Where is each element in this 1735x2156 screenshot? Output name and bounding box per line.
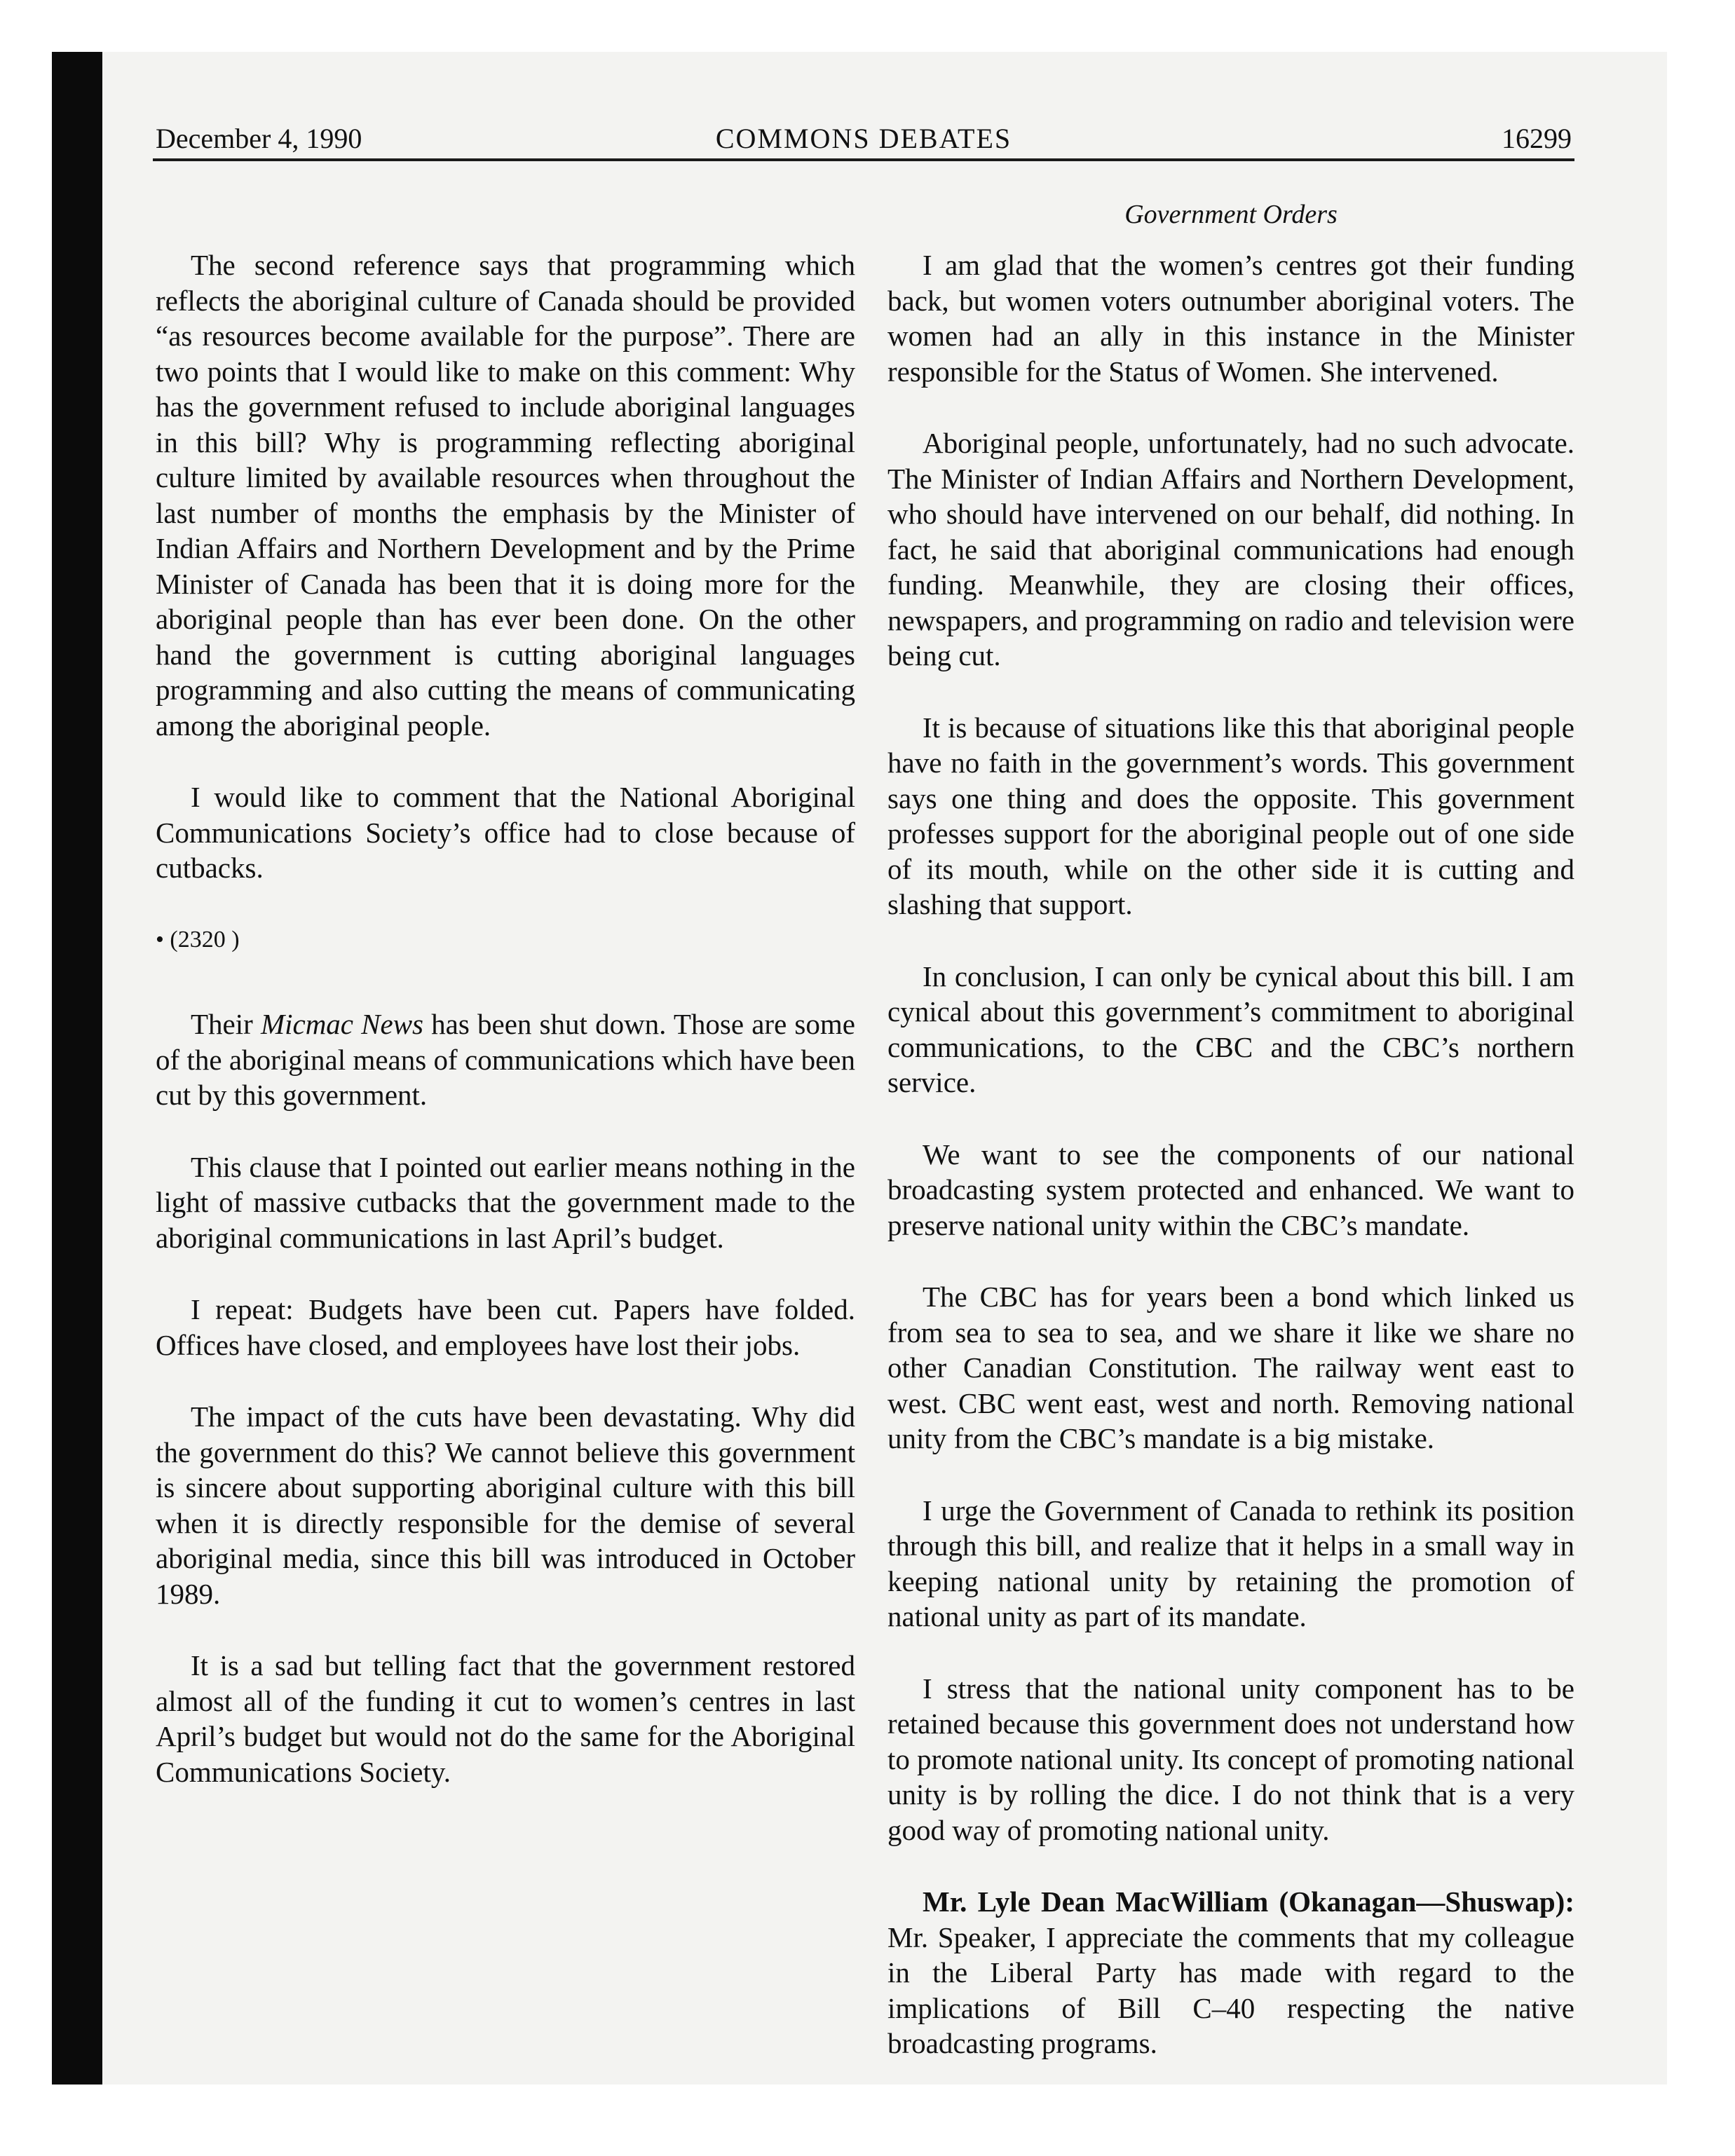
binding-edge: [52, 52, 102, 2085]
paragraph: [156, 1007, 855, 1113]
time-marker: • (2320 ): [156, 926, 240, 953]
speaker-name: Mr. Lyle Dean MacWilliam (Okanagan—Shuswap):: [923, 1885, 1574, 1918]
header-date: December 4, 1990: [156, 123, 362, 154]
paragraph: Aboriginal people, unfortunately, had no such advocate. The Minister of Indian Affairs and Northern Development, who should have intervened on our behalf, did nothing. In fact, he said that aboriginal communications had enough funding. Meanwhile, they are closing their offices, newspapers, and programming on radio and television were being cut.: [887, 427, 1574, 671]
header-title: COMMONS DEBATES: [715, 123, 1012, 154]
running-header: [153, 118, 1574, 160]
paragraph: It is because of situations like this that aboriginal people have no faith in the government’s words. This government says one thing and does the opposite. This government professes support for the aboriginal people out of one side of its mouth, while on the other side it is cutting and slashing that support.: [887, 711, 1574, 920]
paragraph: We want to see the components of our national broadcasting system protected and enhanced. We want to preserve national unity within the CBC’s mandate.: [887, 1138, 1574, 1241]
right-column: [887, 247, 1574, 2098]
paragraph-text: Their: [191, 1008, 261, 1040]
speaker-paragraph: [887, 1884, 1574, 2061]
speaker-text: Mr. Speaker, I appreciate the comments that my colleague in the Liberal Party has made with regard to the implications of Bill C–40 respecting the native broadcasting programs.: [887, 1920, 1574, 2059]
paragraph: It is a sad but telling fact that the government restored almost all of the funding it cut to women’s centres in last April’s budget but would not do the same for the Aboriginal Communications Society.: [156, 1649, 855, 1788]
header-rule: [153, 158, 1574, 161]
left-column: [156, 247, 855, 1826]
paragraph: I urge the Government of Canada to rethink its position through this bill, and realize that it helps in a small way in keeping national unity by retaining the promotion of national unity as part of its mandate.: [887, 1494, 1574, 1632]
paragraph: The impact of the cuts have been devastating. Why did the government do this? We cannot believe this government is sincere about supporting aboriginal culture with this bill when it is directly responsible for the demise of several aboriginal media, since this bill was introduced in October 1989.: [156, 1400, 855, 1610]
paragraph: The second reference says that programming which reflects the aboriginal culture of Canada should be provided “as resources become available for the purpose”. There are two points that I would like to make on this comment: Why has the government refused to include aboriginal languages in this bill? Why is programming reflecting aboriginal culture limited by available resources when throughout the last number of months the emphasis by the Minister of Indian Affairs and Northern Development and by the Prime Minister of Canada has been that it is doing more for the aboriginal people than has ever been done. On the other hand the government is cutting aboriginal languages programming and also cutting the means of communicating among the aboriginal people.: [156, 249, 855, 742]
paragraph: I would like to comment that the National Aboriginal Communications Society’s office had to close because of cutbacks.: [156, 781, 855, 884]
publication-title: Micmac News: [260, 1008, 424, 1040]
paragraph: This clause that I pointed out earlier means nothing in the light of massive cutbacks that the government made to the aboriginal communications in last April’s budget.: [156, 1150, 855, 1254]
paragraph-text: has been shut down. Those are some of the aboriginal means of communications which have been cut by this government.: [156, 1008, 855, 1111]
page-number: 16299: [1502, 123, 1572, 154]
paragraph: In conclusion, I can only be cynical about this bill. I am cynical about this government’s commitment to aboriginal communications, to the CBC and the CBC’s northern service.: [887, 960, 1574, 1098]
paragraph: I repeat: Budgets have been cut. Papers have folded. Offices have closed, and employees have lost their jobs.: [156, 1293, 855, 1361]
paragraph: I am glad that the women’s centres got their funding back, but women voters outnumber aboriginal voters. The women had an ally in this instance in the Minister responsible for the Status of Women. She intervened.: [887, 249, 1574, 388]
section-label: Government Orders: [1124, 200, 1338, 229]
paragraph: The CBC has for years been a bond which linked us from sea to sea to sea, and we share it like we share no other Canadian Constitution. The railway went east to west. CBC went east, west and north. Removing national unity from the CBC’s mandate is a big mistake.: [887, 1281, 1574, 1454]
paragraph: I stress that the national unity component has to be retained because this government does not understand how to promote national unity. Its concept of promoting national unity is by rolling the dice. I do not think that is a very good way of promoting national unity.: [887, 1672, 1574, 1846]
